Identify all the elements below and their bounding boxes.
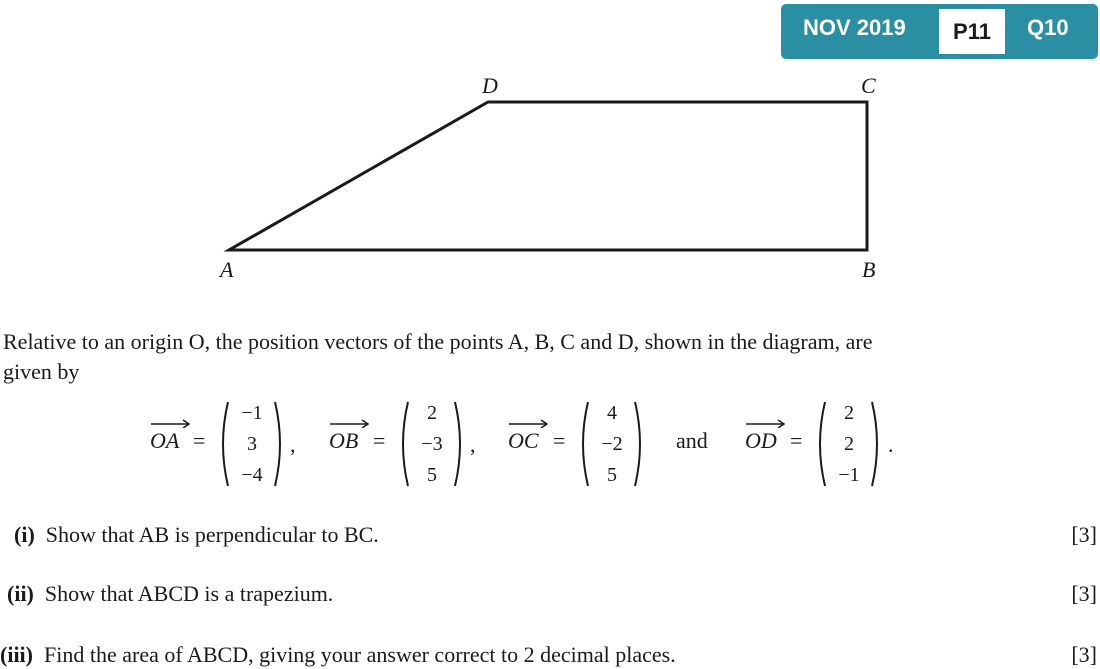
question-i-number: (i)	[14, 522, 35, 547]
vector-name-od: OD	[745, 428, 777, 454]
equals-sign: =	[193, 428, 206, 453]
paper-number-label: P11	[939, 9, 1005, 54]
vertex-label-b: B	[862, 257, 876, 282]
left-paren	[216, 400, 230, 488]
question-iii	[0, 641, 676, 669]
vector-arrow-icon	[150, 418, 190, 428]
vertex-label-c: C	[861, 73, 876, 98]
position-vectors	[0, 398, 1100, 490]
intro-line-2: given by	[3, 359, 80, 384]
vertex-label-a: A	[220, 257, 234, 282]
question-ii-number: (ii)	[7, 581, 34, 606]
and-text: and	[676, 428, 708, 453]
equals-sign: =	[373, 428, 386, 453]
question-ii	[7, 580, 333, 608]
trapezium-diagram	[0, 0, 1100, 320]
vector-arrow-icon	[745, 418, 785, 428]
vector-ob-components: 2 −3 5	[421, 402, 443, 486]
right-paren	[870, 400, 884, 488]
vector-name-oa: OA	[150, 428, 179, 454]
question-iii-marks: [3]	[1071, 642, 1097, 667]
equals-sign: =	[790, 428, 803, 453]
vector-arrow-icon	[508, 418, 548, 428]
question-ii-marks: [3]	[1071, 581, 1097, 606]
question-i	[14, 521, 379, 549]
vector-arrow-icon	[329, 418, 369, 428]
question-ii-text: Show that ABCD is a trapezium.	[44, 581, 334, 606]
vector-oa-components: −1 3 −4	[241, 402, 263, 486]
period: .	[888, 432, 894, 457]
comma: ,	[290, 432, 296, 457]
question-i-marks: [3]	[1071, 522, 1097, 547]
right-paren	[273, 400, 287, 488]
vertex-label-d: D	[482, 73, 498, 98]
vector-od-components: 2 2 −1	[838, 402, 860, 486]
comma: ,	[470, 432, 476, 457]
intro-line-1: Relative to an origin O, the position vectors of the points A, B, C and D, shown in the diagram, are	[3, 329, 873, 354]
left-paren	[813, 400, 827, 488]
left-paren	[396, 400, 410, 488]
question-iii-number: (iii)	[0, 642, 33, 667]
trapezium-shape	[229, 102, 867, 250]
question-i-text: Show that AB is perpendicular to BC.	[45, 522, 379, 547]
vector-name-oc: OC	[508, 428, 539, 454]
right-paren	[633, 400, 647, 488]
vector-oc-components: 4 −2 5	[601, 402, 623, 486]
question-iii-text: Find the area of ABCD, giving your answer correct to 2 decimal places.	[44, 642, 676, 667]
exam-session-label: NOV 2019	[803, 15, 906, 40]
equals-sign: =	[553, 428, 566, 453]
vector-name-ob: OB	[329, 428, 358, 454]
left-paren	[576, 400, 590, 488]
right-paren	[453, 400, 467, 488]
question-number-label: Q10	[1027, 15, 1069, 40]
